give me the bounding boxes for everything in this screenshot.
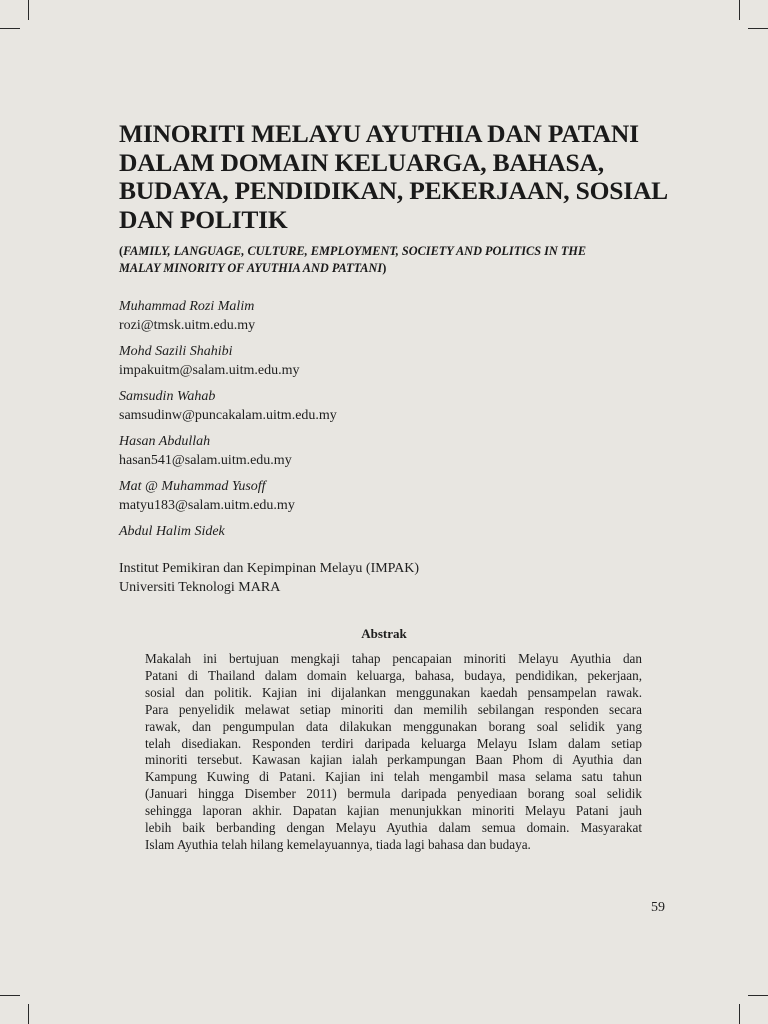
- paper-title: [119, 120, 679, 234]
- subtitle-open-paren: (: [119, 244, 124, 258]
- crop-mark-top-left-vertical: [28, 0, 29, 20]
- subtitle-line-2: [119, 260, 659, 277]
- abstract-body: [145, 651, 642, 854]
- author-entry: [119, 522, 659, 541]
- title-line: DALAM DOMAIN KELUARGA, BAHASA,: [119, 147, 604, 177]
- crop-mark-bottom-left-vertical: [28, 1004, 29, 1024]
- author-name: Muhammad Rozi Malim: [119, 299, 255, 314]
- crop-mark-bottom-right-vertical: [739, 1004, 740, 1024]
- abstract-line: Islam Ayuthia telah hilang kemelayuannya, tiada lagi bahasa dan budaya.: [145, 836, 531, 852]
- abstract-line: Kampung Kuwing di Patani. Kajian ini telah mengambil masa selama satu tahun: [145, 769, 642, 785]
- abstract-line: rawak, dan pengumpulan data dilakukan menggunakan borang soal selidik yang: [145, 718, 642, 734]
- subtitle-close-paren: ): [382, 260, 387, 275]
- abstract-line: sosial dan politik. Kajian ini dijalankan menggunakan kaedah pensampelan rawak.: [145, 684, 642, 700]
- author-email: matyu183@salam.uitm.edu.my: [119, 498, 295, 513]
- title-line: BUDAYA, PENDIDIKAN, PEKERJAAN, SOSIAL: [119, 176, 668, 205]
- page-number: 59: [651, 900, 665, 915]
- subtitle-text-2: MALAY MINORITY OF AYUTHIA AND PATTANI: [119, 260, 383, 275]
- author-name: Hasan Abdullah: [119, 434, 211, 449]
- crop-mark-top-right-horizontal: [748, 28, 768, 29]
- crop-mark-top-left-horizontal: [0, 28, 20, 29]
- author-entry: [119, 342, 659, 380]
- author-name: Abdul Halim Sidek: [119, 524, 225, 539]
- abstract-line: telah disediakan. Responden terdiri daripada keluarga Melayu Islam dalam setiap: [145, 735, 642, 751]
- abstract-line: sehingga laporan akhir. Dapatan kajian menunjukkan minoriti Melayu Patani jauh: [145, 803, 642, 819]
- abstract-line: minoriti tersebut. Kawasan kajian ialah perkampungan Baan Phom di Ayuthia dan: [145, 752, 642, 768]
- author-email: rozi@tmsk.uitm.edu.my: [119, 318, 256, 333]
- title-line: DAN POLITIK: [119, 204, 288, 234]
- author-entry: [119, 477, 659, 515]
- author-name: Mat @ Muhammad Yusoff: [119, 479, 266, 494]
- author-entry: [119, 432, 659, 470]
- author-list: [119, 297, 659, 548]
- author-entry: [119, 387, 659, 425]
- crop-mark-bottom-left-horizontal: [0, 995, 20, 996]
- abstract-line: lebih baik berbanding dengan Melayu Ayuthia dalam semua domain. Masyarakat: [145, 820, 642, 836]
- english-subtitle: [119, 243, 659, 276]
- author-email: impakuitm@salam.uitm.edu.my: [119, 363, 300, 378]
- abstract-line: Patani di Thailand dalam domain keluarga, bahasa, budaya, pendidikan, pekerjaan,: [145, 667, 642, 683]
- affiliation: [119, 559, 419, 597]
- subtitle-line-1: [119, 243, 659, 260]
- author-entry: [119, 297, 659, 335]
- title-line: MINORITI MELAYU AYUTHIA DAN PATANI: [119, 119, 639, 148]
- abstract-line: (Januari hingga Disember 2011) bermula daripada penyediaan borang soal selidik: [145, 786, 642, 802]
- author-email: samsudinw@puncakalam.uitm.edu.my: [119, 408, 337, 423]
- abstract-heading: Abstrak: [361, 626, 407, 641]
- abstract-line: Para penyelidik melawat setiap minoriti dan memilih sebilangan responden secara: [145, 701, 642, 717]
- crop-mark-bottom-right-horizontal: [748, 995, 768, 996]
- crop-mark-top-right-vertical: [739, 0, 740, 20]
- abstract-line: Makalah ini bertujuan mengkaji tahap pencapaian minoriti Melayu Ayuthia dan: [145, 651, 642, 666]
- author-email: hasan541@salam.uitm.edu.my: [119, 453, 292, 468]
- affiliation-university: Universiti Teknologi MARA: [119, 580, 281, 595]
- subtitle-text-1: FAMILY, LANGUAGE, CULTURE, EMPLOYMENT, SOCIETY AND POLITICS IN THE: [123, 244, 587, 258]
- author-name: Samsudin Wahab: [119, 389, 216, 404]
- affiliation-institute: Institut Pemikiran dan Kepimpinan Melayu (IMPAK): [119, 561, 420, 576]
- author-name: Mohd Sazili Shahibi: [119, 344, 233, 359]
